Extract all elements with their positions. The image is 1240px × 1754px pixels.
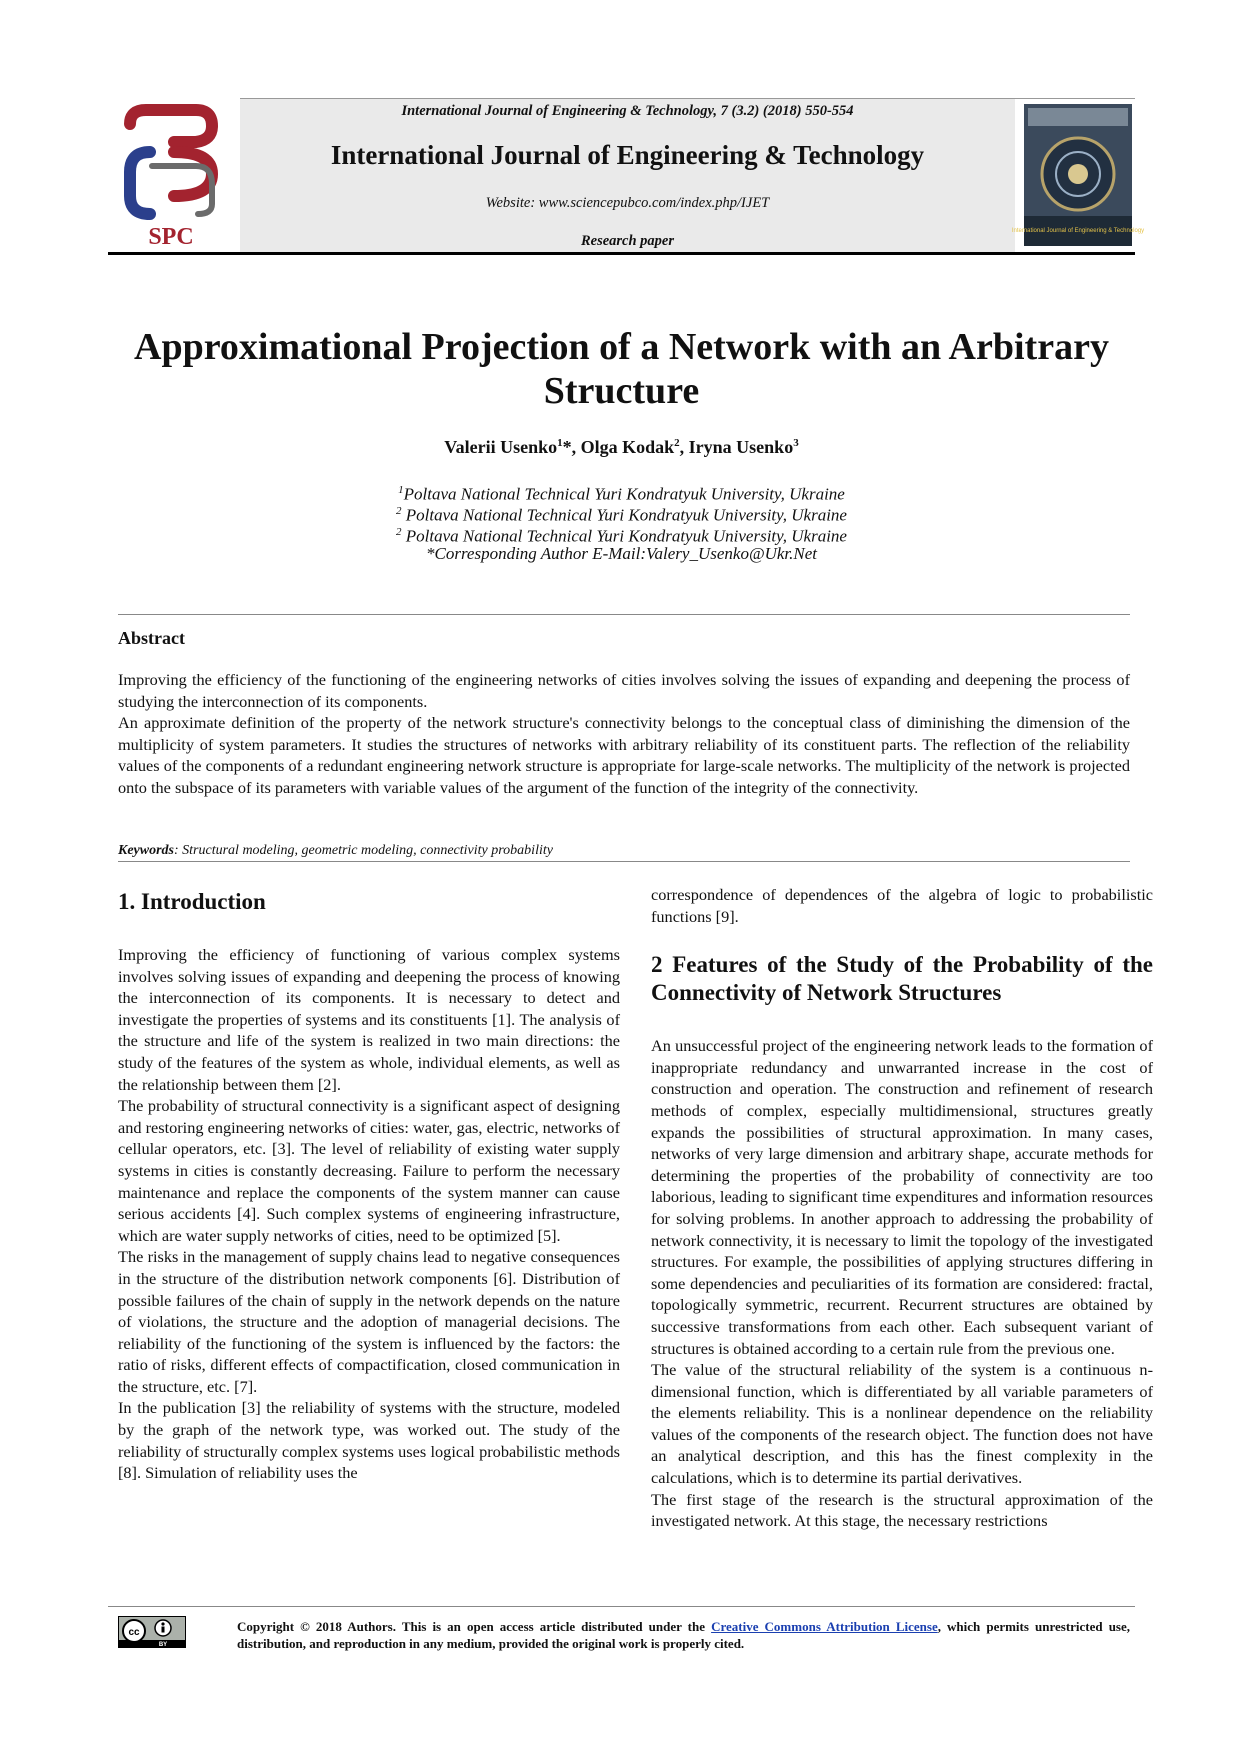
- author-separator: *,: [562, 437, 581, 457]
- cc-by-label: BY: [158, 1642, 168, 1648]
- journal-citation: International Journal of Engineering & Technology, 7 (3.2) (2018) 550-554: [401, 103, 854, 119]
- paper-type-label: Research paper: [580, 233, 675, 249]
- affil-mark: 1: [398, 484, 404, 496]
- keywords: [118, 843, 1130, 859]
- section-heading-features: 2 Features of the Study of the Probability of the Connectivity of Network Structures: [651, 952, 1153, 1006]
- author-affil-mark: 3: [793, 437, 799, 449]
- header-top-divider: [240, 98, 1135, 99]
- author-name: Iryna Usenko: [688, 437, 794, 457]
- journal-website: Website: www.sciencepubco.com/index.php/IJET: [485, 195, 770, 211]
- body-paragraph: An unsuccessful project of the engineering network leads to the formation of inappropriate redundancy and unwarranted increase in the cost of construction and operation. The construction and refinement of research methods of complex, especially multidimensional, structures greatly expands the possibilities of structural approximation. In many cases, networks of very large dimension and arbitrary shape, accurate methods for determining the properties of the probability of connectivity are too laborious, leading to significant time expenditures and information resources for solving problems. In another approach to addressing the probability of network connectivity, it is necessary to limit the topology of the investigated structures. For example, the possibilities of applying structures differing in some dependencies and peculiarities of its formation are considered: fractal, topologically symmetric, recurrent. Recurrent structures are obtained by successive transformations from each other. Each subsequent variant of structures is obtained according to a certain rule from the previous one.: [651, 1036, 1153, 1358]
- abstract-body: [118, 669, 1130, 799]
- abstract-paragraph: Improving the efficiency of the functioning of the engineering networks of cities involves solving the issues of expanding and deepening the process of studying the interconnection of its components.: [118, 670, 1130, 711]
- header-background: [240, 98, 1015, 252]
- affil-text: Poltava National Technical Yuri Kondratyuk University, Ukraine: [403, 484, 845, 504]
- paper-title-line-1: Approximational Projection of a Network with an Arbitrary: [134, 326, 1109, 368]
- author-separator: ,: [679, 437, 689, 457]
- abstract-heading: Abstract: [118, 628, 185, 648]
- license-text: , which permits unrestricted use, distribution, and reproduction in any medium, provided the original work is properly cited.: [237, 1619, 1130, 1651]
- journal-title: International Journal of Engineering & Technology: [330, 140, 925, 170]
- cover-title-text: International Journal of Engineering & Technology: [1011, 228, 1145, 234]
- body-paragraph: correspondence of dependences of the algebra of logic to probabilistic functions [9].: [651, 885, 1153, 926]
- journal-cover-image: [1011, 104, 1145, 246]
- body-paragraph: The value of the structural reliability of the system is a continuous n-dimensional function, which is differentiated by all variable parameters of the elements reliability. This is a nonlinear dependence on the reliability values of the components of the research object. The function does not have an analytical description, and this has the finest complexity in the calculations, which is to determine its partial derivatives.: [651, 1360, 1153, 1488]
- license-link[interactable]: Creative Commons Attribution License: [711, 1619, 938, 1634]
- logo-red-curve-right: [174, 152, 212, 196]
- header-divider: [108, 252, 1135, 255]
- logo-red-curve-top: [130, 110, 212, 142]
- right-column: [651, 884, 1153, 1532]
- abstract-top-divider: [118, 614, 1130, 615]
- license-notice: [237, 1618, 1130, 1652]
- affil-text: Poltava National Technical Yuri Kondratyuk University, Ukraine: [401, 505, 847, 525]
- logo-blue-curve-left: [130, 152, 150, 214]
- affil-text: Poltava National Technical Yuri Kondratyuk University, Ukraine: [401, 526, 847, 546]
- author-affil-mark: 1: [557, 437, 563, 449]
- author-list: [108, 437, 1135, 458]
- left-column: [118, 888, 620, 1484]
- svg-text:cc: cc: [128, 1627, 140, 1638]
- affil-mark: 2: [396, 505, 402, 517]
- spc-logo: [112, 104, 230, 250]
- author-affil-mark: 2: [674, 437, 680, 449]
- footer-divider: [108, 1606, 1135, 1607]
- cc-by-license-icon[interactable]: [118, 1616, 186, 1648]
- paper-title-line-2: Structure: [543, 370, 700, 412]
- abstract-paragraph: An approximate definition of the property of the network structure's connectivity belongs to the conceptual class of diminishing the dimension of the multiplicity of system parameters. It studies the structures of networks with arbitrary reliability of its constituent parts. The reflection of the reliability values of the components of a redundant engineering network structure is appropriate for large-scale networks. The multiplicity of the network is projected onto the subspace of its parameters with variable values of the argument of the function of the integrity of the connectivity.: [118, 713, 1130, 797]
- body-paragraph: Improving the efficiency of functioning of various complex systems involves solving issues of expanding and deepening the process of knowing the interconnection of its components. It is necessary to detect and investigate the properties of systems and its constituents [1]. The analysis of the structure and life of the system is realized in two main directions: the study of the features of the system as whole, individual elements, as well as the relationship between them [2].: [118, 945, 620, 1094]
- keywords-label: Keywords: [118, 843, 174, 858]
- affil-mark: 2: [396, 526, 402, 538]
- body-paragraph: The first stage of the research is the structural approximation of the investigated network. At this stage, the necessary restrictions: [651, 1489, 1153, 1531]
- body-paragraph: The probability of structural connectivity is a significant aspect of designing and restoring engineering networks of cities: water, gas, electric, networks of cellular operators, etc. [3]. The level of reliability of existing water supply systems in cities is constantly decreasing. Failure to perform the necessary maintenance and replace the components of the system manner can cause serious accidents [4]. Such complex systems of engineering infrastructure, which are water supply networks of cities, need to be optimized [5].: [118, 1096, 620, 1245]
- section-heading-introduction: 1. Introduction: [118, 889, 266, 914]
- body-paragraph: In the publication [3] the reliability of systems with the structure, modeled by the graph of the network type, was worked out. The study of the reliability of structurally complex systems uses logical probabilistic methods [8]. Simulation of reliability uses the: [118, 1398, 620, 1483]
- keywords-divider: [118, 861, 1130, 862]
- keywords-text: : Structural modeling, geometric modeling, connectivity probability: [174, 843, 553, 858]
- author-name: Olga Kodak: [580, 437, 675, 457]
- corresponding-author: *Corresponding Author E-Mail:Valery_Usenko@Ukr.Net: [425, 544, 818, 563]
- license-text: Copyright © 2018 Authors. This is an open access article distributed under the: [237, 1619, 712, 1634]
- body-paragraph: The risks in the management of supply chains lead to negative consequences in the structure of the distribution network components [6]. Distribution of possible failures of the chain of supply in the network depends on the nature of violations, the structure and the adoption of managerial decisions. The reliability of the functioning of the system is influenced by the factors: the ratio of risks, different effects of compactification, closed communication in the structure, etc. [7].: [118, 1247, 620, 1396]
- paper-title: [108, 325, 1135, 413]
- author-name: Valerii Usenko: [444, 437, 558, 457]
- logo-text: SPC: [148, 224, 194, 250]
